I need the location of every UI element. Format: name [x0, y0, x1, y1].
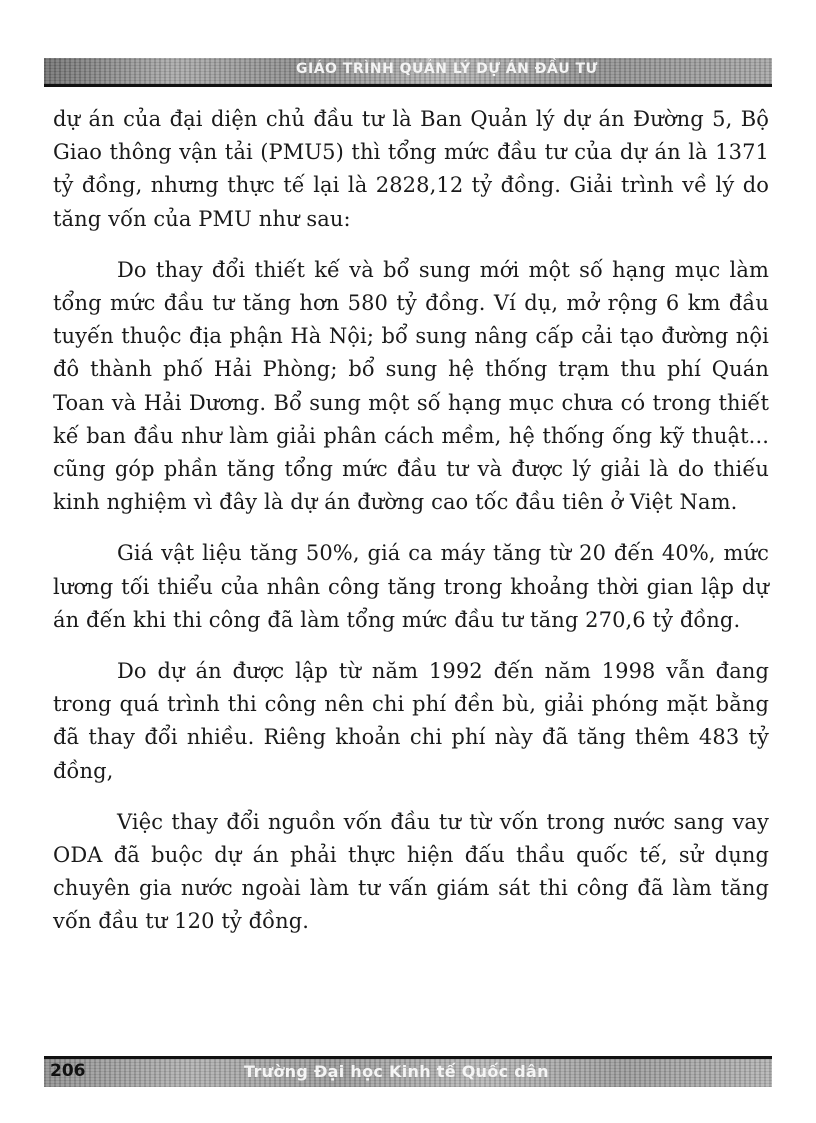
paragraph-design-changes: Do thay đổi thiết kế và bổ sung mới một số hạng mục làm tổng mức đầu tư tăng hơn 580 tỷ đồng. Ví dụ, mở rộng 6 km đầu tuyến thuộc địa phận Hà Nội; bổ sung nâng cấp cải tạo đường nội đô thành phố Hải Phòng; bổ sung hệ thống trạm thu phí Quán Toan và Hải Dương. Bổ sung một số hạng mục chưa có trong thiết kế ban đầu như làm giải phân cách mềm, hệ thống ống kỹ thuật... cũng góp phần tăng tổng mức đầu tư và được lý giải là do thiếu kinh nghiệm vì đây là dự án đường cao tốc đầu tiên ở Việt Nam. [53, 257, 769, 515]
paragraph-oda-funding: Việc thay đổi nguồn vốn đầu tư từ vốn trong nước sang vay ODA đã buộc dự án phải thực hiện đấu thầu quốc tế, sử dụng chuyên gia nước ngoài làm tư vấn giám sát thi công đã làm tăng vốn đầu tư 120 tỷ đồng. [53, 809, 769, 934]
paragraph-compensation: Do dự án được lập từ năm 1992 đến năm 1998 vẫn đang trong quá trình thi công nên chi phí đền bù, giải phóng mặt bằng đã thay đổi nhiều. Riêng khoản chi phí này đã tăng thêm 483 tỷ đồng, [53, 659, 769, 783]
footer-publisher: Trường Đại học Kinh tế Quốc dân [244, 1062, 549, 1081]
paragraph-material-prices: Giá vật liệu tăng 50%, giá ca máy tăng từ 20 đến 40%, mức lương tối thiểu của nhân công tăng trong khoảng thời gian lập dự án đến khi thi công đã làm tổng mức đầu tư tăng 270,6 tỷ đồng. [53, 541, 769, 632]
page-number: 206 [50, 1061, 86, 1081]
running-header-title: GIÁO TRÌNH QUẢN LÝ DỰ ÁN ĐẦU TƯ [296, 61, 598, 77]
page-body [53, 103, 769, 957]
running-footer [44, 1056, 772, 1087]
running-header [44, 58, 772, 87]
paragraph-continued: dự án của đại diện chủ đầu tư là Ban Quản lý dự án Đường 5, Bộ Giao thông vận tải (PMU5) thì tổng mức đầu tư của dự án là 1371 tỷ đồng, nhưng thực tế lại là 2828,12 tỷ đồng. Giải trình về lý do tăng vốn của PMU như sau: [53, 107, 769, 231]
